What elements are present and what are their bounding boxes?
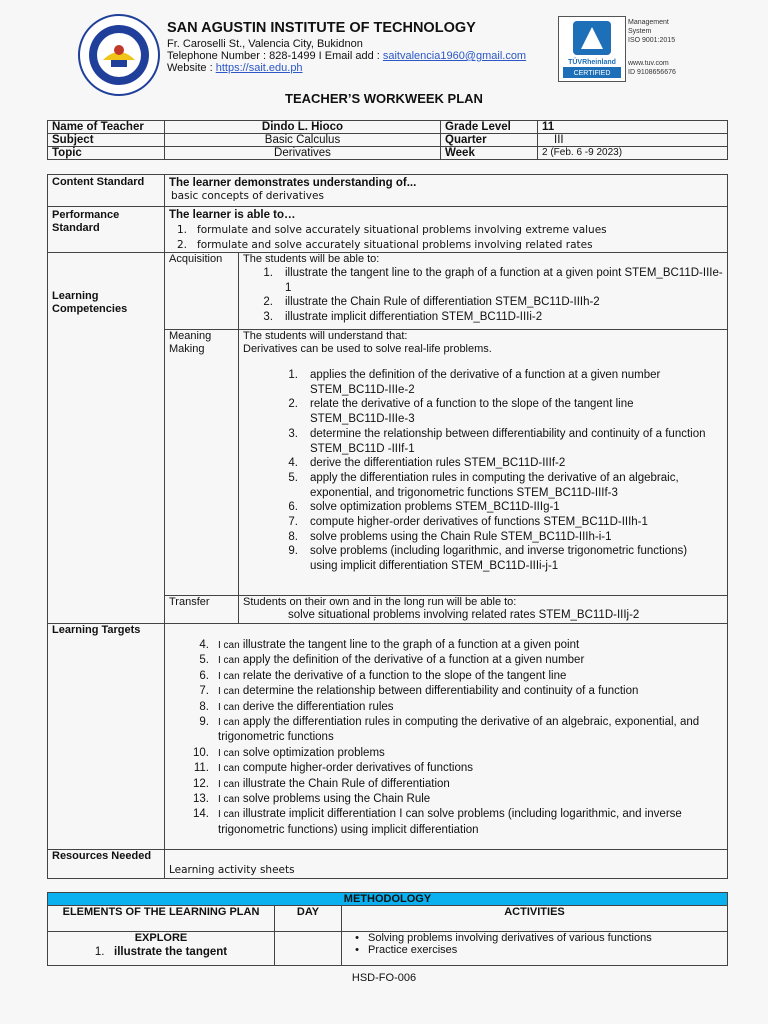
page-title: TEACHER’S WORKWEEK PLAN xyxy=(285,91,483,106)
week-value: 2 (Feb. 6 -9 2023) xyxy=(538,147,728,160)
list-item: 2. illustrate the Chain Rule of differentiation STEM_BC11D-IIIh-2 xyxy=(263,296,600,308)
grade-value: 11 xyxy=(538,121,728,134)
cert-line: Management xyxy=(628,19,669,26)
transfer-label: Transfer xyxy=(165,596,239,624)
transfer-text: solve situational problems involving related rates STEM_BC11D-IIIj-2 xyxy=(288,609,640,621)
meaning-intro: The students will understand that: xyxy=(243,330,408,342)
meaning-making-cell xyxy=(239,330,728,596)
list-item: 2. relate the derivative of a function to the slope of the tangent line STEM_BC11D-IIIe-3 xyxy=(288,398,634,426)
website-link[interactable]: https://sait.edu.ph xyxy=(215,62,303,74)
school-name: SAN AGUSTIN INSTITUTE OF TECHNOLOGY xyxy=(167,20,476,36)
certified-label: CERTIFIED xyxy=(573,70,611,77)
list-item: 4. derive the differentiation rules STEM_BC11D-IIIf-2 xyxy=(288,457,566,470)
resources-text: Learning activity sheets xyxy=(169,864,295,876)
list-item: 1. formulate and solve accurately situational problems involving extreme values xyxy=(176,224,607,236)
methodology-table xyxy=(47,892,728,966)
meaning-intro-2: Derivatives can be used to solve real-life problems. xyxy=(243,343,492,355)
form-code: HSD-FO-006 xyxy=(351,972,417,984)
list-item: 5. I can apply the definition of the derivative of a function at a given number xyxy=(199,654,585,667)
iso-certification xyxy=(558,16,698,80)
list-item: 6. I can relate the derivative of a function to the slope of the tangent line xyxy=(199,669,567,682)
performance-heading: The learner is able to… xyxy=(169,209,296,221)
learning-targets-label: Learning Targets xyxy=(48,624,165,850)
tuv-badge xyxy=(558,16,626,82)
list-item: 8. I can derive the differentiation rules xyxy=(199,700,394,713)
transfer-cell xyxy=(239,596,728,624)
school-logo xyxy=(78,14,160,96)
list-item: 7. I can determine the relationship between differentiability and continuity of a function xyxy=(199,685,639,698)
list-item: 11. I can compute higher-order derivatives of functions xyxy=(193,762,474,775)
col-activities: ACTIVITIES xyxy=(342,906,728,932)
list-item: 9. solve problems (including logarithmic, and inverse trigonometric functions) using implicit differentiation STEM_BC11D-IIIi-j-1 xyxy=(288,545,688,573)
day-cell xyxy=(275,932,342,966)
week-label: Week xyxy=(441,147,538,160)
teacher-info-table xyxy=(47,120,728,160)
list-item: 1. applies the definition of the derivative of a function at a given number STEM_BC11D-IIIe-2 xyxy=(288,369,661,396)
acquisition-cell xyxy=(239,253,728,330)
list-item: 7. compute higher-order derivatives of functions STEM_BC11D-IIIh-1 xyxy=(288,516,648,529)
activities-cell xyxy=(342,932,728,966)
learning-targets-cell xyxy=(165,624,728,850)
list-item: 1. illustrate the tangent line to the graph of a function at a given point STEM_BC11D-IIIe-1 xyxy=(263,267,723,294)
list-item: 5. apply the differentiation rules in computing the derivative of an algebraic, exponential, and trigonometric functions STEM_BC11D-IIIf-3 xyxy=(288,471,679,499)
email-link[interactable]: saitvalencia1960@gmail.com xyxy=(382,50,527,62)
cert-line: www.tuv.com xyxy=(628,60,669,67)
cert-line: ISO 9001:2015 xyxy=(628,37,676,44)
col-elements: ELEMENTS OF THE LEARNING PLAN xyxy=(48,906,275,932)
list-item: 6. solve optimization problems STEM_BC11D-IIIg-1 xyxy=(288,501,560,514)
content-standard-label: Content Standard xyxy=(48,175,165,207)
acquisition-list xyxy=(243,266,723,324)
acquisition-intro: The students will be able to: xyxy=(243,253,380,265)
meaning-making-label: Meaning Making xyxy=(165,330,239,596)
performance-list xyxy=(169,224,723,252)
learning-plan-table xyxy=(47,174,728,879)
learning-targets-list xyxy=(169,638,717,838)
content-heading: The learner demonstrates understanding of... xyxy=(169,177,417,189)
list-item: 10. I can solve optimization problems xyxy=(193,746,385,759)
school-address: Fr. Caroselli St., Valencia City, Bukidnon xyxy=(167,38,363,50)
website-line xyxy=(167,62,303,74)
cert-line: System xyxy=(628,28,652,35)
list-item: 13. I can solve problems using the Chain Rule xyxy=(193,793,431,806)
explore-item: 1. illustrate the tangent xyxy=(94,946,228,958)
learning-competencies-label: Learning Competencies xyxy=(48,253,165,624)
acquisition-label: Acquisition xyxy=(165,253,239,330)
tuv-brand: TÜVRheinland xyxy=(568,59,616,66)
explore-cell xyxy=(48,932,275,966)
list-item: 2. formulate and solve accurately situational problems involving related rates xyxy=(176,239,593,251)
subject-value: Basic Calculus xyxy=(165,134,441,147)
explore-label: EXPLORE xyxy=(134,932,188,944)
cert-line: ID 9108656676 xyxy=(628,69,676,76)
list-item: 12. I can illustrate the Chain Rule of differentiation xyxy=(193,777,450,790)
methodology-heading: METHODOLOGY xyxy=(48,893,728,906)
resources-cell xyxy=(165,850,728,879)
website-label: Website : xyxy=(167,62,216,74)
contact-line xyxy=(167,50,526,62)
list-item: 14. I can illustrate implicit differentiation I can solve problems (including logarithmic, and inverse trigonometric functions) using implicit differentiation xyxy=(193,808,682,836)
list-item: 8. solve problems using the Chain Rule STEM_BC11D-IIIh-i-1 xyxy=(288,530,612,543)
transfer-intro: Students on their own and in the long run will be able to: xyxy=(243,596,517,608)
topic-label: Topic xyxy=(48,147,165,160)
activity-item: • Solving problems involving derivatives of various functions xyxy=(355,932,652,944)
quarter-value: III xyxy=(538,134,728,147)
content-text: basic concepts of derivatives xyxy=(171,190,324,202)
grade-label: Grade Level xyxy=(441,121,538,134)
col-day: DAY xyxy=(275,906,342,932)
list-item: 3. illustrate implicit differentiation STEM_BC11D-IIIi-2 xyxy=(263,310,543,323)
performance-standard-cell xyxy=(165,207,728,253)
cert-text xyxy=(628,18,676,77)
teacher-value: Dindo L. Hioco xyxy=(165,121,441,134)
subject-label: Subject xyxy=(48,134,165,147)
performance-standard-label: Performance Standard xyxy=(48,207,165,253)
list-item: 9. I can apply the differentiation rules in computing the derivative of an algebraic, exponential, and trigonometric functions xyxy=(199,716,700,744)
meaning-list xyxy=(243,368,715,574)
content-standard-cell xyxy=(165,175,728,207)
phone-text: Telephone Number : 828-1499 I Email add : xyxy=(167,50,383,62)
list-item: 4. I can illustrate the tangent line to the graph of a function at a given point xyxy=(199,639,580,651)
list-item: 3. determine the relationship between differentiability and continuity of a function STEM_BC11D -IIIf-1 xyxy=(288,427,706,455)
quarter-label: Quarter xyxy=(441,134,538,147)
activity-item: • Practice exercises xyxy=(355,944,458,956)
teacher-label: Name of Teacher xyxy=(48,121,165,134)
resources-label: Resources Needed xyxy=(48,850,165,879)
topic-value: Derivatives xyxy=(165,147,441,160)
